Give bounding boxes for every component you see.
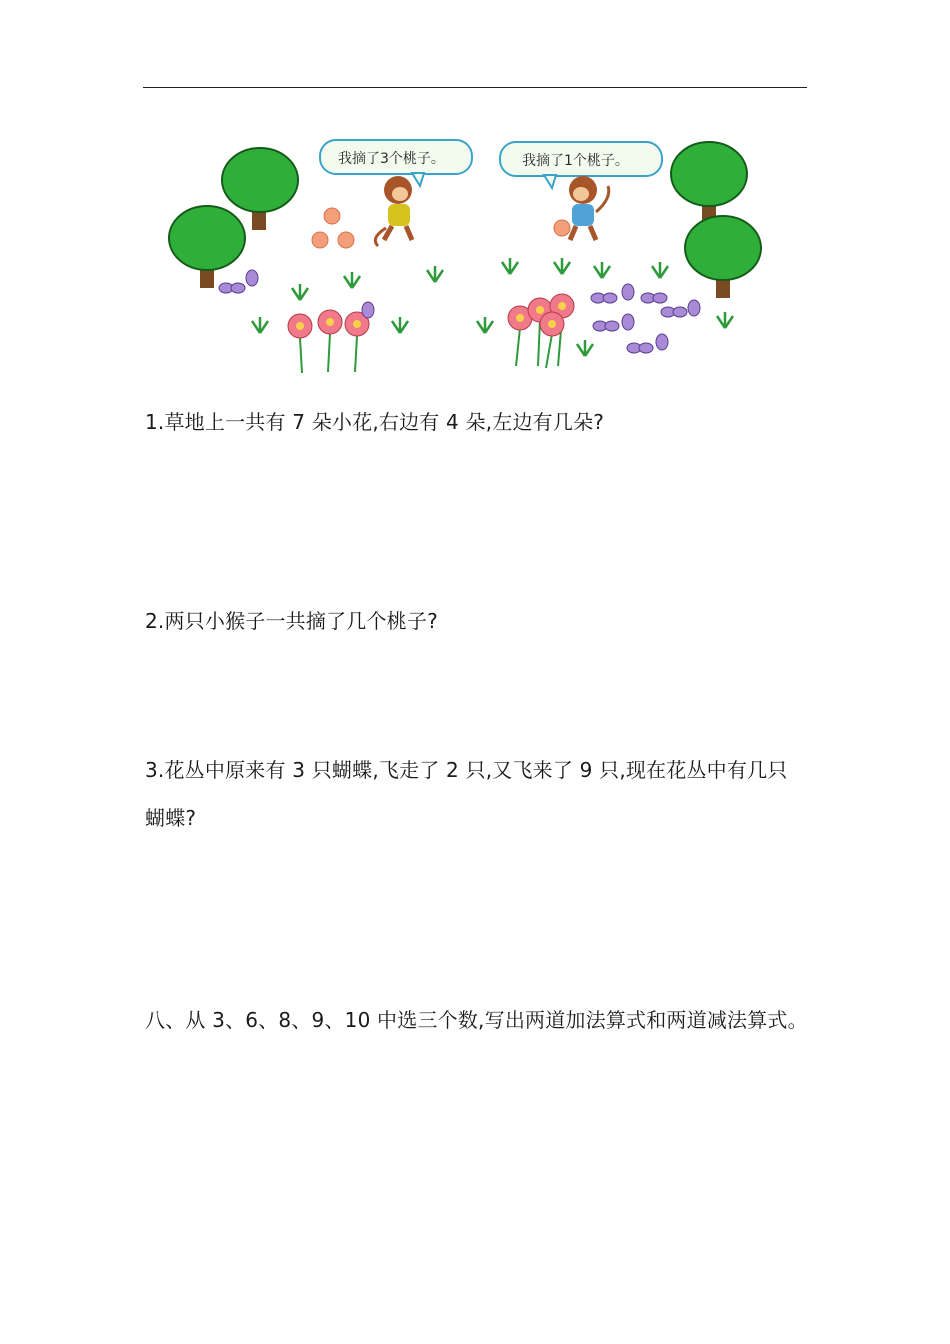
- peach-icon: [554, 220, 570, 236]
- tree-icon: [169, 206, 245, 288]
- grass-icon: [427, 266, 443, 282]
- grass-icon: [292, 284, 308, 300]
- monkeys-peaches-illustration: [160, 128, 780, 380]
- grass-icon: [717, 312, 733, 328]
- grass-icon: [554, 258, 570, 274]
- grass-icon: [252, 317, 268, 333]
- section-8-instruction: 八、从 3、6、8、9、10 中选三个数,写出两道加法算式和两道减法算式。: [145, 1008, 808, 1032]
- header-rule: [143, 87, 807, 88]
- monkey-icon: [569, 176, 609, 240]
- grass-icon: [594, 262, 610, 278]
- grass-icon: [392, 317, 408, 333]
- butterfly-icon: [246, 270, 258, 286]
- butterfly-icon: [219, 283, 245, 293]
- flower-icon: [288, 314, 312, 373]
- svg-text:我摘了1个桃子。: 我摘了1个桃子。: [522, 153, 629, 169]
- butterfly-icon: [661, 307, 687, 317]
- butterfly-icon: [593, 321, 619, 331]
- grass-icon: [477, 317, 493, 333]
- peach-icon: [338, 232, 354, 248]
- question-2: 2.两只小猴子一共摘了几个桃子?: [145, 609, 438, 633]
- butterfly-icon: [362, 302, 374, 318]
- tree-icon: [671, 142, 747, 222]
- question-3: 3.花丛中原来有 3 只蝴蝶,飞走了 2 只,又飞来了 9 只,现在花丛中有几只蝴蝶?: [145, 758, 788, 830]
- butterfly-icon: [622, 314, 634, 330]
- butterfly-icon: [591, 293, 617, 303]
- butterfly-icon: [622, 284, 634, 300]
- butterfly-icon: [641, 293, 667, 303]
- butterfly-icon: [688, 300, 700, 316]
- butterfly-icon: [656, 334, 668, 350]
- grass-icon: [652, 262, 668, 278]
- grass-icon: [344, 272, 360, 288]
- peach-icon: [312, 232, 328, 248]
- peach-icon: [324, 208, 340, 224]
- flower-icon: [318, 310, 342, 372]
- butterfly-icon: [627, 343, 653, 353]
- grass-icon: [502, 258, 518, 274]
- flower-icon: [508, 306, 532, 366]
- grass-icon: [577, 340, 593, 356]
- tree-icon: [685, 216, 761, 298]
- svg-text:我摘了3个桃子。: 我摘了3个桃子。: [338, 151, 445, 167]
- question-1: 1.草地上一共有 7 朵小花,右边有 4 朵,左边有几朵?: [145, 410, 605, 434]
- monkey-icon: [375, 176, 412, 246]
- flower-icon: [345, 312, 369, 372]
